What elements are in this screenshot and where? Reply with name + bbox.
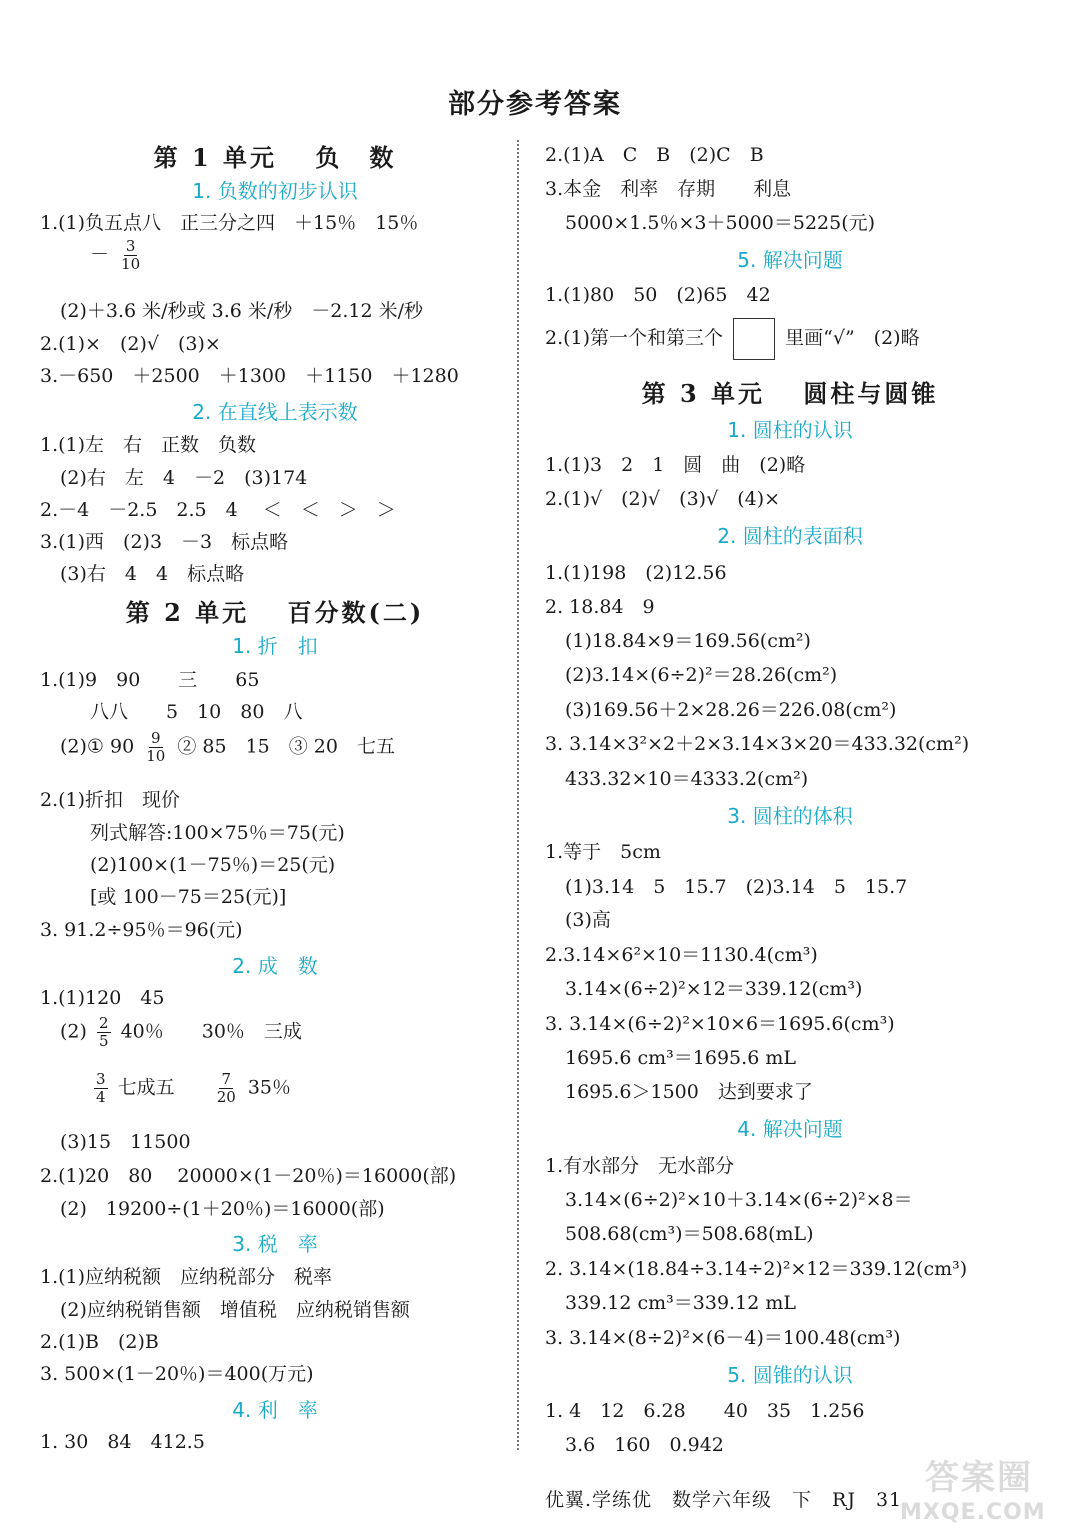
unit-3-title: 第 3 单元 圆柱与圆锥 [641, 379, 939, 408]
page-title: 部分参考答案 [448, 89, 622, 120]
answer-line: 1.等于 5cm [545, 841, 661, 863]
unit-1-title: 第 1 单元 负 数 [153, 143, 397, 172]
answer-line: 1.有水部分 无水部分 [545, 1155, 735, 1177]
answer-line: 1.(1)3 2 1 圆 曲 (2)略 [545, 454, 806, 476]
answer-box-line [545, 318, 920, 360]
answer-text: 里画“√” (2)略 [785, 327, 920, 349]
answer-line: (2)100×(1－75％)＝25(元) [90, 854, 336, 876]
answer-text: (2) [60, 1020, 87, 1043]
section-2-1-title: 1. 折 扣 [232, 634, 318, 658]
answer-line: 2. 3.14×(18.84÷3.14÷2)²×12＝339.12(cm³) [545, 1258, 968, 1280]
answer-line: (1)3.14 5 15.7 (2)3.14 5 15.7 [565, 876, 908, 898]
answer-line: 433.32×10＝4333.2(cm²) [565, 768, 809, 790]
section-2-5-title: 5. 解决问题 [737, 248, 843, 272]
answer-line: 5000×1.5％×3＋5000＝5225(元) [565, 212, 876, 234]
answer-box [733, 318, 775, 360]
answer-line: 3.(1)西 (2)3 －3 标点略 [40, 531, 289, 553]
unit-2-title: 第 2 单元 百分数(二) [125, 598, 425, 627]
section-1-1-title: 1. 负数的初步认识 [192, 179, 358, 203]
answer-line: 3.6 160 0.942 [565, 1434, 724, 1456]
answer-line: 3. 3.14×(6÷2)²×10×6＝1695.6(cm³) [545, 1013, 895, 1035]
answer-line: 列式解答:100×75％＝75(元) [90, 822, 345, 844]
answer-line: 3.14×(6÷2)²×10＋3.14×(6÷2)²×8＝ [565, 1189, 913, 1211]
answer-text: 2.(1)第一个和第三个 [545, 327, 724, 349]
answer-line: 1.(1)80 50 (2)65 42 [545, 284, 771, 306]
answer-line: (2) 19200÷(1＋20％)＝16000(部) [60, 1198, 385, 1220]
answer-line: 1.(1)左 右 正数 负数 [40, 434, 257, 456]
page-footer: 优翼.学练优 数学六年级 下 RJ 31 [545, 1489, 903, 1511]
section-3-3-title: 3. 圆柱的体积 [727, 804, 853, 828]
section-3-5-title: 5. 圆锥的认识 [727, 1363, 853, 1387]
answer-text: 35％ [247, 1076, 292, 1099]
answer-line: (2)右 左 4 －2 (3)174 [60, 467, 308, 489]
answer-line: 508.68(cm³)＝508.68(mL) [565, 1223, 814, 1245]
fraction-denominator: 10 [121, 255, 141, 273]
minus-sign: － [90, 243, 110, 266]
answer-line: 1.(1)120 45 [40, 987, 165, 1009]
fraction-numerator: 3 [125, 237, 136, 255]
answer-line: 2.(1)B (2)B [40, 1331, 159, 1353]
fraction-denominator: 20 [216, 1088, 236, 1106]
answer-line: 1.(1)负五点八 正三分之四 ＋15％ 15％ [40, 212, 419, 234]
answer-line: 3.14×(6÷2)²×12＝339.12(cm³) [565, 978, 863, 1000]
answer-text: ② 85 15 ③ 20 七五 [177, 735, 395, 758]
section-2-4-title: 4. 利 率 [232, 1398, 318, 1422]
answer-text: (2)① 90 [60, 735, 135, 758]
answer-line: 2.(1)× (2)√ (3)× [40, 333, 221, 355]
answer-line: (3)15 11500 [60, 1131, 191, 1153]
section-3-1-title: 1. 圆柱的认识 [727, 418, 853, 442]
answer-line: (2)应纳税销售额 增值税 应纳税销售额 [60, 1299, 410, 1321]
watermark [900, 1450, 1065, 1530]
answer-line: 2.(1)20 80 20000×(1－20％)＝16000(部) [40, 1165, 457, 1187]
answer-line: 339.12 cm³＝339.12 mL [565, 1292, 796, 1314]
answer-line: 1. 4 12 6.28 40 35 1.256 [545, 1400, 865, 1422]
section-1-2-title: 2. 在直线上表示数 [192, 400, 358, 424]
answer-line: 1. 30 84 412.5 [40, 1431, 205, 1453]
answer-line: (3)右 4 4 标点略 [60, 563, 245, 585]
section-3-2-title: 2. 圆柱的表面积 [717, 524, 863, 548]
section-3-4-title: 4. 解决问题 [737, 1117, 843, 1141]
fraction-denominator: 4 [96, 1088, 106, 1106]
fraction-denominator: 5 [98, 1032, 109, 1050]
fraction-numerator: 3 [96, 1070, 106, 1088]
answer-fraction-line [60, 1015, 302, 1050]
answer-line: (2)3.14×(6÷2)²＝28.26(cm²) [565, 664, 838, 686]
answer-line: (3)169.56＋2×28.26＝226.08(cm²) [565, 699, 897, 721]
fraction [97, 1015, 111, 1050]
answer-line: (1)18.84×9＝169.56(cm²) [565, 630, 811, 652]
watermark-logo: 答案圈 [925, 1458, 1033, 1498]
answer-line: 3. 91.2÷95％＝96(元) [40, 919, 243, 941]
answer-text: 七成五 [117, 1076, 175, 1099]
answer-line: 2. 18.84 9 [545, 596, 655, 618]
answer-line: 3. 3.14×3²×2＋2×3.14×3×20＝433.32(cm²) [545, 733, 970, 755]
answer-fraction-line [90, 238, 146, 273]
watermark-url: MXQE.COM [900, 1500, 1046, 1525]
answer-text: 40％ 30％ 三成 [120, 1020, 302, 1043]
answer-line: 2.－4 －2.5 2.5 4 ＜ ＜ ＞ ＞ [40, 499, 396, 521]
answer-line: 1695.6＞1500 达到要求了 [565, 1081, 813, 1103]
answer-line: 3.－650 ＋2500 ＋1300 ＋1150 ＋1280 [40, 365, 459, 387]
answer-line: 3. 500×(1－20％)＝400(万元) [40, 1363, 314, 1385]
answer-line: 3.本金 利率 存期 利息 [545, 178, 792, 200]
answer-line: (2)＋3.6 米/秒或 3.6 米/秒 －2.12 米/秒 [60, 300, 424, 322]
answer-line: 2.(1)A C B (2)C B [545, 144, 764, 166]
answer-line: 1.(1)9 90 三 65 [40, 669, 260, 691]
section-2-2-title: 2. 成 数 [232, 954, 318, 978]
answer-line: 3. 3.14×(8÷2)²×(6－4)＝100.48(cm³) [545, 1327, 901, 1349]
answer-line: 2.3.14×6²×10＝1130.4(cm³) [545, 944, 818, 966]
fraction [215, 1071, 238, 1106]
answer-line: 八八 5 10 80 八 [90, 701, 303, 723]
answer-line: 2.(1)折扣 现价 [40, 789, 181, 811]
answer-fraction-line [60, 730, 395, 765]
section-2-3-title: 3. 税 率 [232, 1232, 318, 1256]
answer-line: [或 100－75＝25(元)] [90, 886, 287, 908]
fraction-numerator: 7 [221, 1070, 232, 1088]
answer-line: 1695.6 cm³＝1695.6 mL [565, 1047, 796, 1069]
answer-line: (3)高 [565, 909, 611, 931]
fraction-denominator: 10 [146, 747, 166, 765]
answer-line: 1.(1)应纳税额 应纳税部分 税率 [40, 1266, 333, 1288]
fraction [119, 238, 142, 273]
fraction [94, 1071, 108, 1106]
answer-line: 2.(1)√ (2)√ (3)√ (4)× [545, 488, 781, 510]
column-divider [517, 140, 519, 1450]
answer-line: 1.(1)198 (2)12.56 [545, 562, 727, 584]
fraction-numerator: 9 [150, 729, 161, 747]
answer-fraction-line [90, 1071, 291, 1106]
fraction-numerator: 2 [98, 1014, 109, 1032]
fraction [144, 730, 167, 765]
